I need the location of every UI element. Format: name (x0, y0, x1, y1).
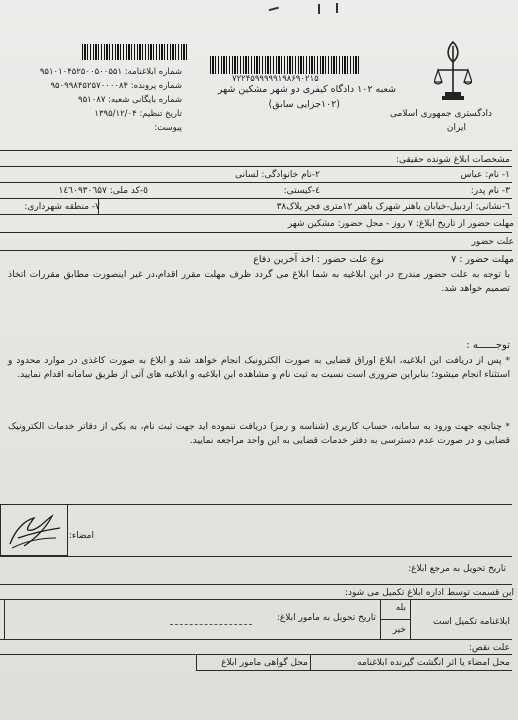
recipient-section-title: مشخصات ابلاغ شونده حقیقی: (395, 155, 510, 165)
pen-mark (318, 4, 324, 14)
recipient-status: ٤-کیستی: (283, 186, 320, 196)
judiciary-emblem-icon (434, 40, 472, 102)
archive-number: شماره بایگانی شعبه: ۹۵۱۰۸۷ (78, 95, 182, 105)
appearance-paragraph: با توجه به علت حضور مندرج در این ابلاغیه به شما ابلاغ می گردد ظرف مهلت مقرر اقدام،در غیر اینصورت مطابق مقررات اتخاذ تصمیم خواهد شد. (8, 269, 510, 294)
rule (0, 150, 512, 151)
rule (0, 214, 512, 215)
recipient-national-id: ٥-کد ملی: ۱٤٦۰۹۳۰٦۵۷ (58, 186, 148, 196)
rule (4, 599, 5, 639)
appearance-cause-label: علت حضور (471, 237, 514, 247)
case-number: شماره پرونده: ۹۵۰۹۹۸۴۵۲۵۷۰۰۰۰۸۴ (50, 81, 182, 91)
appearance-line: مهلت حضور از تاریخ ابلاغ: ۷ روز - محل حضور: مشکین شهر (287, 219, 514, 229)
notice-number: شماره ابلاغنامه: ۹۵۱۰۱۰۴۵۲۵۰۰۵۰۰۵۵۱ (39, 67, 182, 77)
recipient-father-name: ۳- نام پدر: (470, 186, 510, 196)
note-electronic-service: * پس از دریافت این ابلاغیه، ابلاغ اوراق قضایی به صورت الکترونیک انجام خواهد شد و ابلاغ به صورت کاغذی در موارد محدود و استثناء انجام میشود؛ بنابراین ضروری است نسبت به ثبت نام و مشاهده این ابلاغیه و ابلاغیه های آتی از طریق سامانه اقدام نمایید. (8, 355, 510, 380)
rule (0, 250, 512, 251)
recipient-sign-label: محل امضاء یا اثر انگشت گیرنده ابلاغنامه (357, 658, 510, 668)
no-option: خیر (392, 625, 406, 635)
attachment-label: پیوست: (154, 123, 182, 133)
court-barcode (210, 56, 360, 74)
issue-date: تاریخ تنظیم: ۱۳۹۵/۱۲/۰۴ (94, 109, 182, 119)
appearance-cause-type: نوع علت حضور : اخذ آخرین دفاع (253, 254, 384, 265)
notes-title: توجــــــه : (466, 340, 510, 351)
notice-barcode (82, 44, 188, 60)
emblem-line1: دادگستری جمهوری اسلامی (390, 109, 492, 119)
office-section-label: این قسمت توسط اداره ابلاغ تکمیل می شود: (344, 588, 514, 598)
rule (0, 166, 512, 167)
rule (410, 599, 411, 639)
completed-label: ابلاغنامه تکمیل است (433, 617, 510, 627)
rule (0, 599, 512, 600)
rule (0, 639, 512, 640)
yes-option: بله (395, 603, 406, 613)
rule (0, 182, 512, 183)
return-date: تاریخ تحویل به مرجع ابلاغ: (408, 564, 506, 574)
rule (0, 504, 512, 505)
pen-mark (336, 3, 342, 13)
rule (0, 556, 512, 557)
court-barcode-number: ۷۲۲۴۵۹۹۹۹۹۱۹۸۶۹۰۲۱۵ (232, 74, 319, 84)
note-account-registration: * چنانچه جهت ورود به سامانه، حساب کاربری (شناسه و رمز) دریافت ننموده اید جهت ثبت نام، به یکی از دفاتر خدمات الکترونیک قضایی و در صورت عدم دسترسی به دفتر خدمات قضایی به این واحد مراجعه نمایید. (8, 421, 510, 446)
rule (196, 670, 512, 671)
rule (380, 599, 381, 639)
emblem-line2: ایران (446, 123, 466, 133)
appearance-deadline: مهلت حضور : ۷ (451, 254, 514, 265)
handwritten-signature (6, 508, 64, 552)
rule (380, 619, 410, 620)
rule (0, 654, 512, 655)
recipient-address: ٦-نشانی: اردبیل-خیابان باهنر شهرک باهنر ۱۲متری فجر پلاک۳۸ (276, 202, 510, 212)
court-branch: شعبه ۱۰۲ دادگاه کیفری دو شهر مشکین شهر (217, 84, 396, 95)
officer-date-line (170, 624, 252, 625)
officer-delivery-date: تاریخ تحویل به مامور ابلاغ: (276, 613, 376, 623)
recipient-family-name: ۲-نام خانوادگی: لسانی (235, 170, 320, 180)
rule (196, 654, 197, 670)
signature-label: امضاء: (68, 531, 94, 541)
rule (310, 654, 311, 670)
rule (0, 232, 512, 233)
rule (0, 198, 512, 199)
rule (98, 198, 99, 214)
officer-sign-label: محل گواهی مامور ابلاغ (221, 658, 308, 668)
court-branch-old: (۱۰۲جزایی سابق) (268, 99, 340, 110)
pen-mark (267, 1, 279, 11)
recipient-name: ۱- نام: عباس (460, 170, 510, 180)
recipient-municipal-zone: ۷- منطقه شهرداری: (24, 202, 100, 212)
rule (0, 584, 512, 585)
defect-label: علت نقص: (468, 643, 510, 653)
